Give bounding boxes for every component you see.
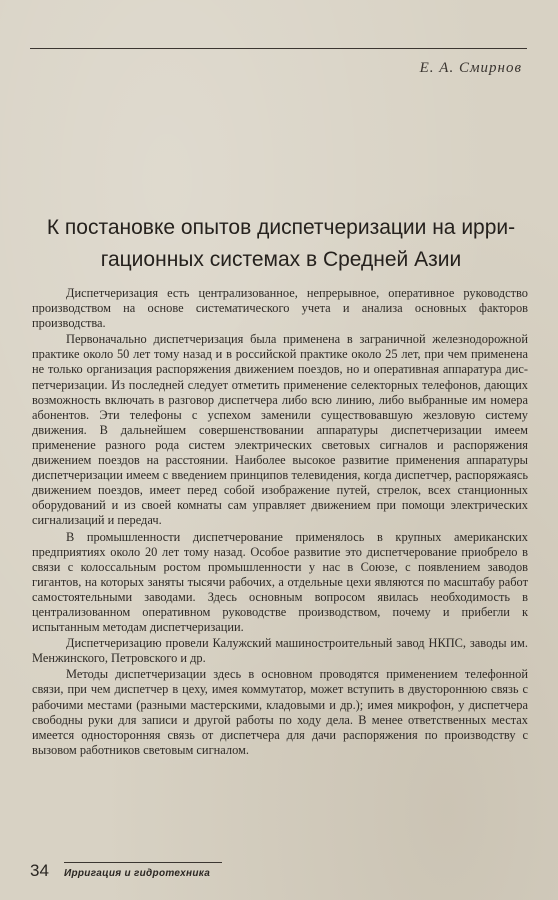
article-body — [32, 286, 528, 759]
article-title-line-1: К постановке опытов диспетчеризации на ирри- — [46, 216, 516, 239]
body-paragraph-4: Диспетчеризацию провели Калужский машиностроительный завод НКПС, заводы им. Менжинского, Петровского и др. — [32, 636, 528, 666]
header-rule — [30, 48, 527, 49]
footer-rule — [64, 862, 222, 863]
body-paragraph-5: Методы диспетчеризации здесь в основном проводятся применением телефонной связи, при чем диспетчер в цеху, имея коммутатор, может вступить в двустороннюю связь с рабочими местами (разными мастерскими, кладовыми и др.); имея микрофон, у диспетчера свободны руки для записи и другой работы по ходу дела. В менее ответственных местах имеется односторонняя связь от диспетчера для дачи распоряжения по производству с вызовом работников световым сигналом. — [32, 667, 528, 757]
body-paragraph-2: Первоначально диспетчеризация была применена в заграничной железнодорожной практике около 50 лет тому назад и в российской практике около 25 лет, при чем применена не только организация распоряжения движением поездов, но и оперативная аппаратура диспетчеризации. Из последней следует отметить применение селекторных телефонов, дающих возможность включать в разговор диспетчера либо всю линию, либо выбранные им номера абонентов. Эти телефоны с успехом заменили существовавшую жезловую систему движения. В дальнейшем совершенствовании аппаратуры диспетчеризации имеем применение разного рода систем электрических световых сигналов и распоряжения движением поездов на расстоянии. Наиболее высокое развитие применения аппаратуры диспетчеризации имеем с введением принципов телевидения, когда диспетчер, распоряжаясь движением поездов, имеет перед собой изображение путей, стрелок, всех станционных оборудований и из своей комнаты сам управляет движением при помощи электрических сигнализаций и передач. — [32, 332, 528, 528]
body-paragraph-1: Диспетчеризация есть централизованное, непрерывное, оперативное руководство производством на основе систематического учета и анализа основных факторов производства. — [32, 286, 528, 331]
article-author: Е. А. Смирнов — [419, 60, 522, 76]
journal-name: Ирригация и гидротехника — [64, 868, 211, 879]
body-paragraph-3: В промышленности диспетчерование применялось в крупных американских предприятиях около 20 лет тому назад. Особое развитие это диспетчерование приобрело в связи с колоссальным ростом промышленности у нас в Союзе, с появлением заводов гигантов, на которых заняты тысячи рабочих, а отдельные цехи являются по масштабу работ самостоятельными заводами. Здесь основным вопросом явилась необходимость в централизованном оперативном руководстве производством, почему и прибегли к испытанным методам диспетчеризации. — [32, 529, 528, 635]
page-number: 34 — [30, 861, 49, 880]
article-title — [24, 212, 538, 276]
article-title-line-2: гационных системах в Средней Азии — [100, 248, 462, 271]
